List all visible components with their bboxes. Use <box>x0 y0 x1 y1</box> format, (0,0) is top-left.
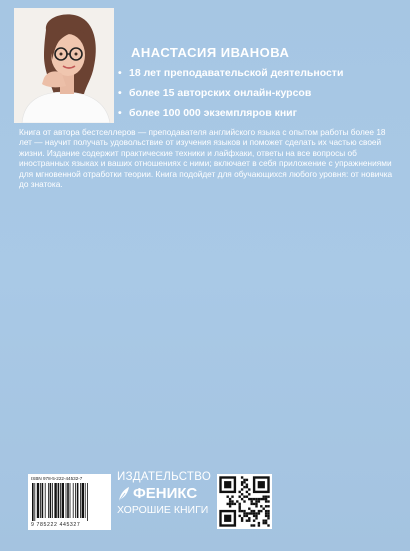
author-facts-list <box>118 66 343 126</box>
qr-code <box>217 474 272 529</box>
bullet: • <box>118 67 122 79</box>
book-description: Книга от автора бестселлеров — преподавателя английского языка с опытом работы более 18 лет — научит получать удовольствие от изучения языков и поможет сделать их частью своей жизни. Издание содержит практические техники и лайфхаки, ответы на все вопросы об иностранных языках и ваших отношениях с ними; включает в себя приложение с упражнениями для мгновенной отработки теории. Книга подойдет для обучающихся любого уровня: от новичка до знатока. <box>19 127 393 190</box>
publisher-logo <box>117 471 222 516</box>
barcode-digits: 9 785222 445327 <box>31 522 81 528</box>
author-fact-text: 18 лет преподавательской деятельности <box>129 67 344 79</box>
bullet: • <box>118 87 122 99</box>
barcode-icon <box>31 483 108 521</box>
feather-icon <box>117 486 131 502</box>
author-fact <box>118 66 343 86</box>
author-portrait-image <box>14 8 114 123</box>
isbn-barcode <box>28 474 111 530</box>
author-fact <box>118 86 343 106</box>
author-fact-text: более 100 000 экземпляров книг <box>129 107 298 119</box>
publisher-brand-name: ФЕНИКС <box>133 485 198 502</box>
publisher-label: ИЗДАТЕЛЬСТВО <box>117 471 212 483</box>
publisher-tagline: ХОРОШИЕ КНИГИ <box>117 504 209 516</box>
bullet: • <box>118 107 122 119</box>
author-name: АНАСТАСИЯ ИВАНОВА <box>131 45 290 60</box>
qr-code-icon <box>217 474 272 529</box>
author-fact-text: более 15 авторских онлайн-курсов <box>129 87 312 99</box>
isbn-text: ISBN 978-5-222-44532-7 <box>31 476 83 481</box>
publisher-brand <box>117 485 222 502</box>
author-fact <box>118 106 343 126</box>
author-photo <box>14 8 114 123</box>
